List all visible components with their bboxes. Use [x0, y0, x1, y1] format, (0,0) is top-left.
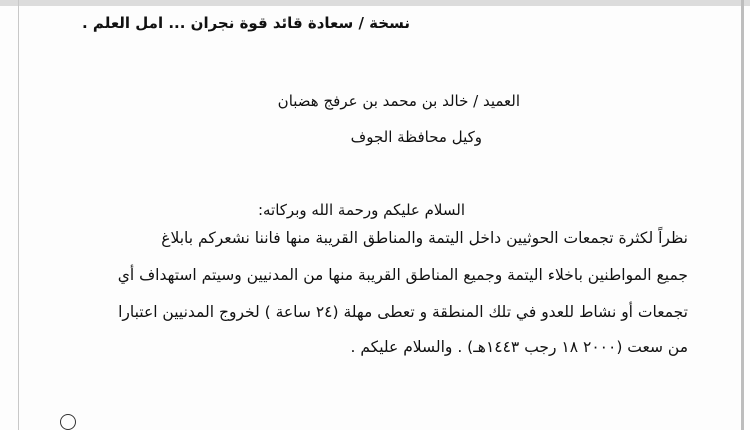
body-line: جميع المواطنين باخلاء اليتمة وجميع المناطق القريبة منها من المدنيين وسيتم استهداف أي	[117, 266, 688, 284]
top-border	[0, 0, 750, 6]
left-border	[18, 0, 19, 430]
body-line: نظراً لكثرة تجمعات الحوثيين داخل اليتمة والمناطق القريبة منها فاننا نشعركم بابلاغ	[161, 229, 688, 247]
addressee-role: وكيل محافظة الجوف	[350, 128, 482, 146]
greeting: السلام عليكم ورحمة الله وبركاته:	[257, 201, 465, 219]
body-line: من سعت (٢٠٠٠ ١٨ رجب ١٤٤٣هـ) . والسلام عليكم .	[350, 338, 688, 356]
addressee-title: العميد / خالد بن محمد بن عرفج هضبان	[277, 92, 520, 110]
stamp-mark-icon	[60, 414, 76, 430]
right-border	[741, 0, 744, 430]
body-line: تجمعات أو نشاط للعدو في تلك المنطقة و تعطى مهلة (٢٤ ساعة ) لخروج المدنيين اعتبارا	[118, 303, 688, 321]
copy-line: نسخة / سعادة قائد قوة نجران ... امل العلم .	[82, 14, 410, 32]
